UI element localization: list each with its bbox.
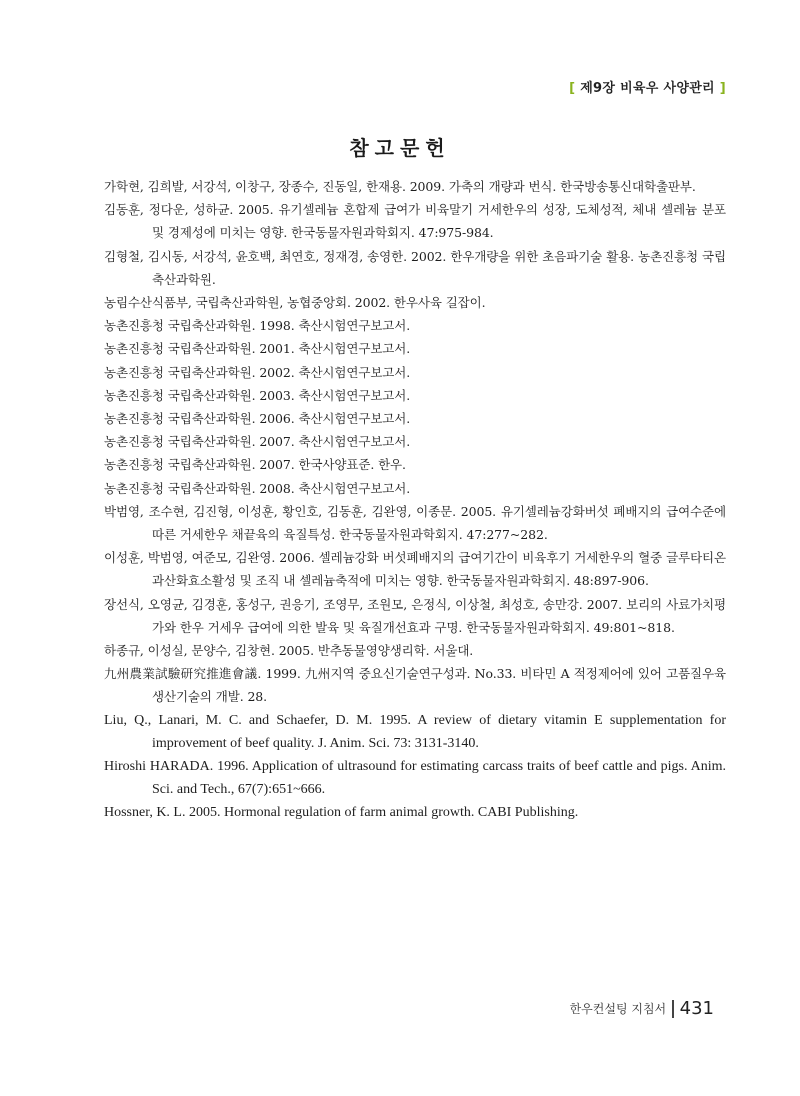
reference-list	[104, 175, 726, 825]
reference-item: 가학현, 김희발, 서강석, 이창구, 장종수, 진동일, 한재용. 2009. 가축의 개량과 번식. 한국방송통신대학출판부.	[104, 179, 696, 194]
reference-item: Hossner, K. L. 2005. Hormonal regulation of farm animal growth. CABI Publishing.	[104, 805, 579, 821]
chapter-bracket-close: ]	[719, 81, 726, 96]
reference-item: Hiroshi HARADA. 1996. Application of ultrasound for estimating carcass traits of beef cattle and pigs. Anim. Sci. and Tech., 67(7):651~666.	[104, 759, 726, 798]
reference-item: 농촌진흥청 국립축산과학원. 2003. 축산시험연구보고서.	[104, 387, 411, 403]
reference-item: Liu, Q., Lanari, M. C. and Schaefer, D. M. 1995. A review of dietary vitamin E supplementation for improvement of beef quality. J. Anim. Sci. 73: 3131-3140.	[104, 712, 726, 751]
reference-item: 이성훈, 박범영, 여준모, 김완영. 2006. 셀레늄강화 버섯폐배지의 급여기간이 비육후기 거세한우의 혈중 글루타티온 과산화효소활성 및 조직 내 셀레늄축적에 미치는 영향. 한국동물자원과학회지. 48:897-906.	[104, 550, 726, 589]
page-title: 참고문헌	[349, 136, 451, 160]
reference-item: 박범영, 조수현, 김진형, 이성훈, 황인호, 김동훈, 김완영, 이종문. 2005. 유기셀레늄강화버섯 폐배지의 급여수준에 따른 거세한우 채끝육의 육질특성. 한국동물자원과학회지. 47:277~282.	[104, 503, 726, 543]
reference-item: 농촌진흥청 국립축산과학원. 2001. 축산시험연구보고서.	[104, 341, 411, 357]
reference-item: 장선식, 오영균, 김경훈, 홍성구, 권응기, 조영무, 조원모, 은정식, 이상철, 최성호, 송만강. 2007. 보리의 사료가치평가와 한우 거세우 급여에 의한 발육 및 육질개선효과 구명. 한국동물자원과학회지. 49:801~818.	[104, 596, 726, 635]
chapter-bracket-open: [	[569, 81, 576, 96]
reference-item: 농촌진흥청 국립축산과학원. 2007. 한국사양표준. 한우.	[104, 457, 406, 473]
chapter-label: 제9장 비육우 사양관리	[580, 81, 715, 96]
page-footer	[570, 998, 714, 1019]
reference-item: 농림수산식품부, 국립축산과학원, 농협중앙회. 2002. 한우사육 길잡이.	[104, 295, 486, 311]
reference-item: 九州農業試驗研究推進會議. 1999. 九州지역 중요신기술연구성과. No.33. 비타민 A 적정제어에 있어 고품질우육 생산기술의 개발. 28.	[104, 666, 726, 705]
footer-divider	[672, 1000, 674, 1018]
chapter-header	[569, 77, 726, 96]
reference-item: 김형철, 김시동, 서강석, 윤호백, 최연호, 정재경, 송영한. 2002. 한우개량을 위한 초음파기술 활용. 농촌진흥청 국립축산과학원.	[104, 248, 726, 287]
reference-item: 김동훈, 정다운, 성하균. 2005. 유기셀레늄 혼합제 급여가 비육말기 거세한우의 성장, 도체성적, 체내 셀레늄 분포 및 경제성에 미치는 영향. 한국동물자원과학회지. 47:975-984.	[104, 202, 726, 241]
reference-item: 농촌진흥청 국립축산과학원. 2002. 축산시험연구보고서.	[104, 364, 411, 380]
reference-item: 농촌진흥청 국립축산과학원. 2006. 축산시험연구보고서.	[104, 411, 411, 427]
page-number: 431	[679, 998, 714, 1019]
reference-item: 농촌진흥청 국립축산과학원. 2008. 축산시험연구보고서.	[104, 480, 411, 496]
footer-book-title: 한우컨설팅 지침서	[569, 1002, 667, 1016]
reference-item: 하종규, 이성실, 문양수, 김창현. 2005. 반추동물영양생리학. 서울대.	[104, 643, 474, 659]
reference-item: 농촌진흥청 국립축산과학원. 1998. 축산시험연구보고서.	[104, 318, 411, 334]
reference-item: 농촌진흥청 국립축산과학원. 2007. 축산시험연구보고서.	[104, 434, 411, 450]
